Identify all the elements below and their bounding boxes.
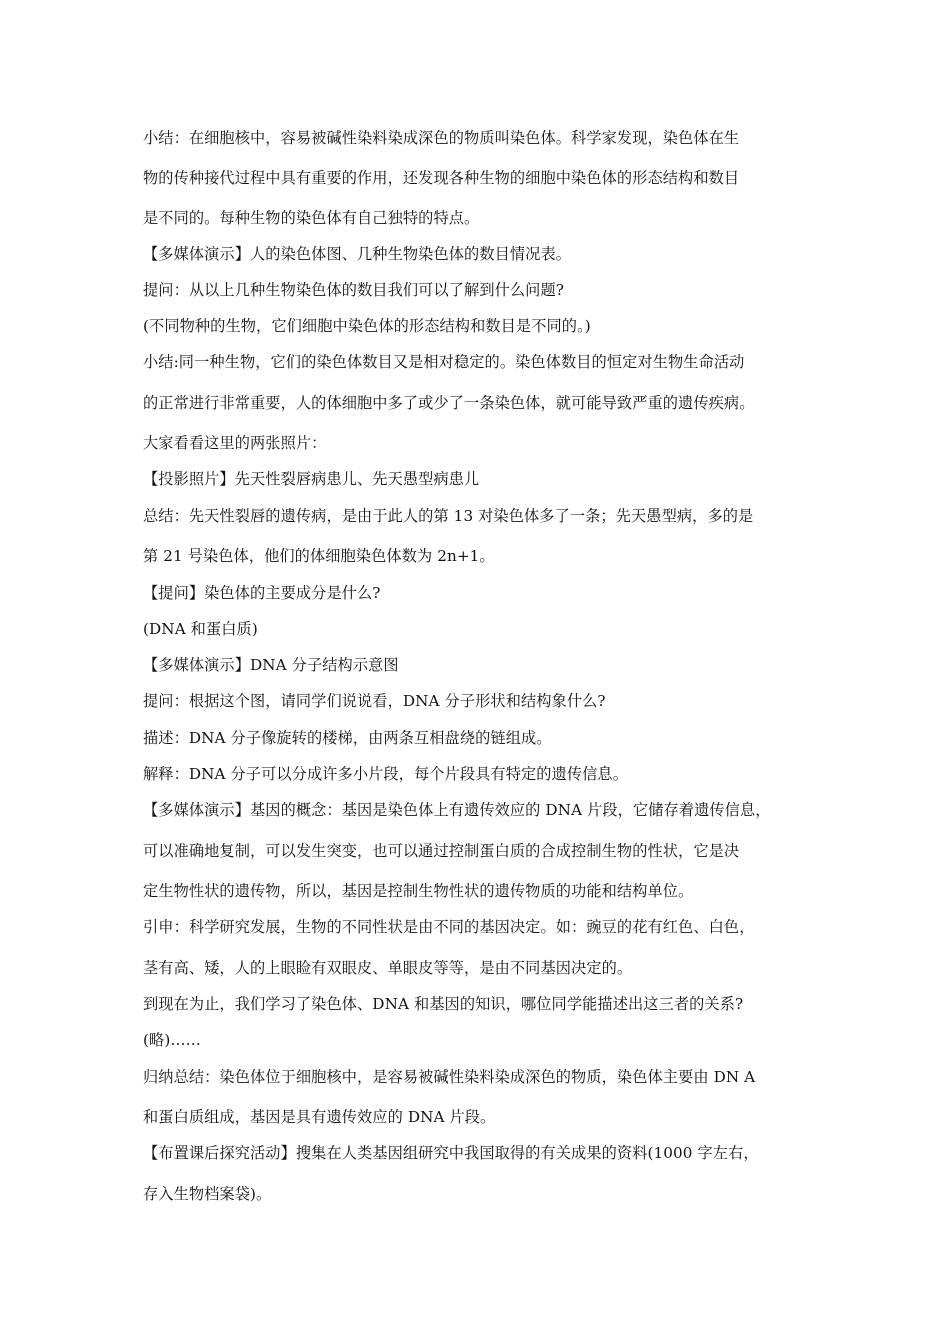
paragraph-line: 第 21 号染色体，他们的体细胞染色体数为 2n+1。 [143,547,495,565]
paragraph-line: 提问：根据这个图，请同学们说说看，DNA 分子形状和结构象什么? [143,692,606,710]
paragraph-line: 大家看看这里的两张照片： [143,434,327,452]
paragraph-line: 和蛋白质组成，基因是具有遗传效应的 DNA 片段。 [143,1108,496,1126]
paragraph-line: 【多媒体演示】DNA 分子结构示意图 [143,656,399,674]
paragraph-line: 描述：DNA 分子像旋转的楼梯，由两条互相盘绕的链组成。 [143,729,552,747]
paragraph-line: 可以准确地复制，可以发生突变，也可以通过控制蛋白质的合成控制生物的性状，它是决 [143,842,740,860]
paragraph-line: 【布置课后探究活动】搜集在人类基因组研究中我国取得的有关成果的资料(1000 字左右， [143,1144,759,1162]
paragraph-line: 的正常进行非常重要，人的体细胞中多了或少了一条染色体，就可能导致严重的遗传疾病。 [143,394,755,412]
paragraph-line: 定生物性状的遗传物，所以，基因是控制生物性状的遗传物质的功能和结构单位。 [143,882,694,900]
paragraph-line: 归纳总结：染色体位于细胞核中，是容易被碱性染料染成深色的物质，染色体主要由 DN A [143,1068,756,1086]
paragraph-line: 到现在为止，我们学习了染色体、DNA 和基因的知识，哪位同学能描述出这三者的关系? [143,995,744,1013]
paragraph-line: 解释：DNA 分子可以分成许多小片段，每个片段具有特定的遗传信息。 [143,765,628,783]
paragraph-line: 小结:同一种生物，它们的染色体数目又是相对稳定的。染色体数目的恒定对生物生命活动 [143,353,745,371]
paragraph-line: 提问：从以上几种生物染色体的数目我们可以了解到什么问题? [143,281,565,299]
paragraph-line: (DNA 和蛋白质) [143,620,258,638]
paragraph-line: (不同物种的生物，它们细胞中染色体的形态结构和数目是不同的。) [143,317,591,335]
paragraph-line: 存入生物档案袋)。 [143,1185,272,1203]
paragraph-line: 引申：科学研究发展，生物的不同性状是由不同的基因决定。如：豌豆的花有红色、白色， [143,918,755,936]
paragraph-line: (略)…… [143,1031,201,1049]
paragraph-line: 【多媒体演示】基因的概念：基因是染色体上有遗传效应的 DNA 片段，它储存着遗传信息， [143,801,771,819]
paragraph-line: 小结：在细胞核中，容易被碱性染料染成深色的物质叫染色体。科学家发现，染色体在生 [143,129,740,147]
paragraph-line: 茎有高、矮，人的上眼睑有双眼皮、单眼皮等等，是由不同基因决定的。 [143,959,633,977]
paragraph-line: 物的传种接代过程中具有重要的作用，还发现各种生物的细胞中染色体的形态结构和数目 [143,169,740,187]
paragraph-line: 是不同的。每种生物的染色体有自己独特的特点。 [143,209,480,227]
paragraph-line: 【投影照片】先天性裂唇病患儿、先天愚型病患儿 [143,470,480,488]
paragraph-line: 总结：先天性裂唇的遗传病，是由于此人的第 13 对染色体多了一条；先天愚型病，多的是 [143,507,754,525]
paragraph-line: 【多媒体演示】人的染色体图、几种生物染色体的数目情况表。 [143,245,572,263]
paragraph-line: 【提问】染色体的主要成分是什么? [143,584,381,602]
